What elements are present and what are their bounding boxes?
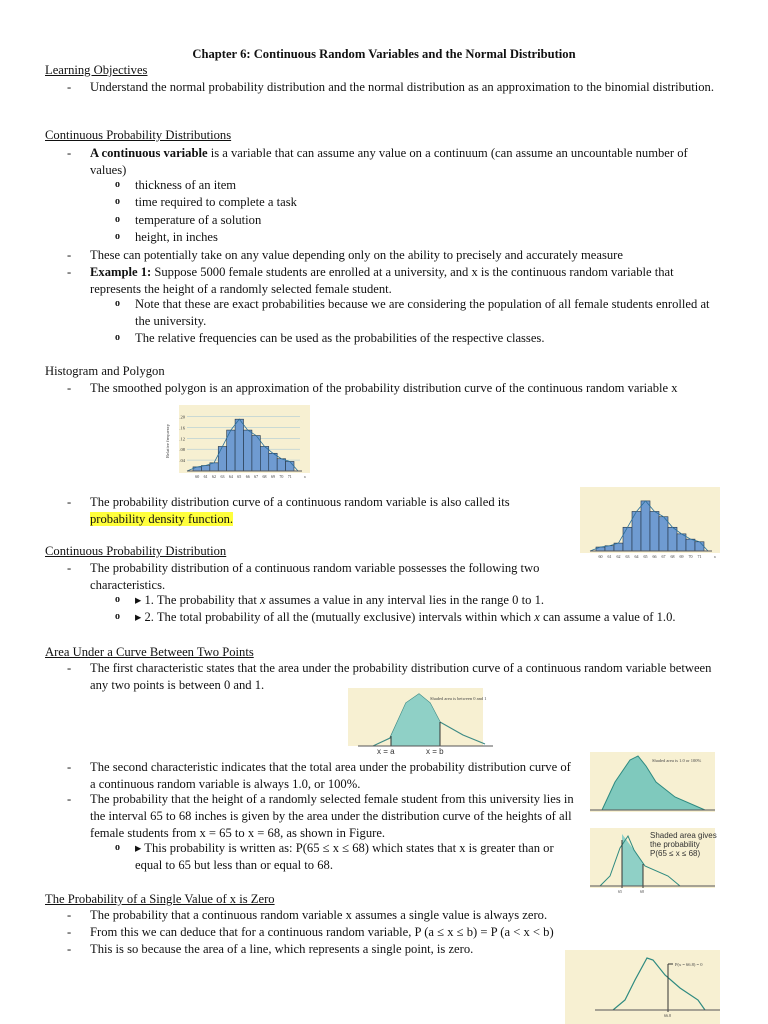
x-tick-label: 70: [279, 474, 284, 479]
histogram-bar: [668, 527, 677, 551]
dash: -: [67, 80, 72, 94]
bullet-text: [90, 264, 720, 298]
heading-continuous-distribution: Continuous Probability Distribution: [45, 544, 227, 558]
x-tick-label: 66: [652, 554, 657, 559]
text: 1. The probability that: [144, 593, 261, 607]
tick-65: 65: [618, 889, 622, 894]
y-axis-label: Relative frequency: [165, 423, 170, 459]
x-tick-label: 64: [634, 554, 639, 559]
x-tick-label: 65: [237, 474, 242, 479]
heading-area-under-curve: Area Under a Curve Between Two Points: [45, 645, 254, 659]
dash: -: [67, 661, 72, 675]
x-tick-label: 67: [254, 474, 259, 479]
bullet-text: The smoothed polygon is an approximation of the probability distribution curve of the continuous random variable x: [90, 381, 678, 395]
histogram-bar: [252, 436, 260, 471]
dash: -: [67, 760, 72, 774]
x-tick-label: 64: [228, 474, 233, 479]
sub-bullet: o: [115, 842, 120, 853]
figure-total-area: [590, 752, 720, 816]
x-tick-label: 62: [616, 554, 621, 559]
y-tick-label: .12: [179, 436, 185, 442]
sub-text: Note that these are exact probabilities because we are considering the population of all female students enrolled at the university.: [135, 297, 710, 328]
bullet-text: The probability that the height of a randomly selected female student from this university lies in the interval 65 to 68 inches is given by the area under the distribution curve of the heights of all female students from x = 65 to x = 68, as shown in Figure.: [90, 792, 574, 840]
dash: -: [67, 495, 72, 509]
dash: -: [67, 381, 72, 395]
bullet-text: Understand the normal probability distribution and the normal distribution as an approximation to the binomial distribution.: [90, 80, 714, 94]
x-axis-label: x: [714, 554, 716, 559]
bold-term: Example 1:: [90, 265, 152, 279]
bullet-text: This is so because the area of a line, which represents a single point, is zero.: [90, 942, 474, 956]
note: P(x = 66.8) = 0: [675, 962, 703, 967]
dash: -: [67, 248, 72, 262]
sub-text: ▸ 2. The total probability of all the (mutually exclusive) intervals within which x can assume a value of 1.0.: [135, 610, 676, 624]
heading-histogram: Histogram and Polygon: [45, 364, 165, 378]
bullet-text: These can potentially take on any value depending only on the ability to precisely and accurately measure: [90, 248, 623, 262]
x-tick-label: 67: [661, 554, 666, 559]
x-axis-label: x: [304, 474, 306, 479]
sub-bullet: o: [115, 611, 120, 622]
sub-text: temperature of a solution: [135, 213, 262, 227]
bullet-text: [90, 145, 720, 179]
sub-bullet: o: [115, 332, 120, 343]
sub-text: time required to complete a task: [135, 195, 297, 209]
sub-bullet: o: [115, 196, 120, 207]
histogram-bar: [623, 527, 632, 551]
text: This probability is written as: P(65 ≤ x ≤ 68) which states that x is greater than or equal to 65 but less than or equal to 68.: [135, 841, 554, 872]
note: Shaded area is 1.0 or 100%: [652, 758, 702, 763]
histogram-figure: [165, 405, 310, 485]
page-title: Chapter 6: Continuous Random Variables and the Normal Distribution: [192, 47, 576, 61]
sub-text: The relative frequencies can be used as the probabilities of the respective classes.: [135, 331, 545, 345]
tick-a: x = a: [377, 747, 395, 756]
dash: -: [67, 908, 72, 922]
histogram-bar: [641, 501, 650, 551]
heading-learning-objectives: Learning Objectives: [45, 63, 148, 77]
x-tick-label: 61: [607, 554, 612, 559]
highlighted-term: probability density function.: [90, 511, 234, 526]
y-tick-label: .08: [179, 447, 185, 453]
tick-b: x = b: [426, 747, 444, 756]
histogram-bar: [659, 517, 668, 551]
x-tick-label: 69: [270, 474, 275, 479]
dash: -: [67, 146, 72, 160]
dash: -: [67, 942, 72, 956]
x-tick-label: 71: [287, 474, 292, 479]
x-tick-label: 65: [643, 554, 648, 559]
tick: 66.8: [664, 1013, 671, 1018]
x-tick-label: 63: [220, 474, 225, 479]
note-65-68: Shaded area gives the probability P(65 ≤ x ≤ 68): [650, 831, 717, 858]
sub-text: ▸ 1. The probability that x assumes a value in any interval lies in the range 0 to 1.: [135, 593, 545, 607]
sub-bullet: o: [115, 231, 120, 242]
text: can assume a value of 1.0.: [539, 610, 676, 624]
tick-68: 68: [640, 889, 644, 894]
x-tick-label: 60: [598, 554, 603, 559]
sub-bullet: o: [115, 298, 120, 309]
dash: -: [67, 561, 72, 575]
x-tick-label: 62: [212, 474, 217, 479]
dash: -: [67, 265, 72, 279]
x-tick-label: 71: [697, 554, 702, 559]
histogram-bar: [235, 419, 243, 471]
x-tick-label: 69: [679, 554, 684, 559]
y-tick-label: .04: [179, 458, 185, 464]
x-tick-label: 60: [195, 474, 200, 479]
bullet-text: [90, 494, 560, 528]
bullet-text: The second characteristic indicates that the total area under the probability distribution curve of a continuous random variable is always 1.0, or 100%.: [90, 760, 571, 791]
y-tick-label: .16: [179, 425, 185, 431]
sub-bullet: o: [115, 179, 120, 190]
text: 2. The total probability of all the (mutually exclusive) intervals within which: [144, 610, 535, 624]
heading-continuous-distributions: Continuous Probability Distributions: [45, 128, 232, 142]
heading-single-value: The Probability of a Single Value of x is Zero: [45, 892, 275, 906]
x-tick-label: 66: [245, 474, 250, 479]
var: x: [260, 593, 266, 607]
bullet-text: The probability distribution of a continuous random variable possesses the following two characteristics.: [90, 561, 540, 592]
figure-area-between: [348, 688, 500, 750]
histogram-bar: [695, 542, 704, 551]
histogram-bar: [193, 467, 201, 471]
x-tick-label: 68: [670, 554, 675, 559]
histogram-bar: [596, 547, 605, 551]
sub-bullet: o: [115, 214, 120, 225]
var: x: [534, 610, 540, 624]
histogram-bar: [218, 446, 226, 471]
histogram-bar: [277, 459, 285, 471]
x-tick-label: 70: [688, 554, 693, 559]
text: Suppose 5000 female students are enrolled at a university, and x is the continuous random variable that represents the height of a randomly selected female student.: [90, 265, 674, 296]
sub-bullet: o: [115, 594, 120, 605]
histogram-bar: [686, 539, 695, 551]
dash: -: [67, 925, 72, 939]
dash: -: [67, 792, 72, 806]
histogram-bar: [269, 453, 277, 471]
sub-text: ▸ This probability is written as: P(65 ≤ x ≤ 68) which states that x is greater than or equal to 65 but less than or equal to 68.: [135, 841, 554, 872]
figure-single-value: [565, 950, 725, 1024]
histogram-bar: [650, 511, 659, 551]
text: is a variable that can assume any value on a continuum (can assume an uncountable number of values): [90, 146, 688, 177]
sub-text: height, in inches: [135, 230, 218, 244]
bullet-text: The probability that a continuous random variable x assumes a single value is always zero.: [90, 908, 548, 922]
sub-text: thickness of an item: [135, 178, 237, 192]
bullet-text: From this we can deduce that for a continuous random variable, P (a ≤ x ≤ b) = P (a < x < b): [90, 925, 554, 939]
bullet-text: The first characteristic states that the area under the probability distribution curve of a continuous random variable between any two points is between 0 and 1.: [90, 661, 712, 692]
x-tick-label: 61: [203, 474, 208, 479]
x-tick-label: 68: [262, 474, 267, 479]
histogram-figure-small: [580, 487, 720, 565]
histogram-bar: [286, 461, 294, 471]
histogram-bar: [677, 534, 686, 551]
bold-term: A continuous variable: [90, 146, 208, 160]
histogram-bar: [244, 430, 252, 471]
x-tick-label: 63: [625, 554, 630, 559]
note: Shaded area is between 0 and 1: [430, 696, 487, 701]
text: The probability distribution curve of a continuous random variable is also called its: [90, 495, 510, 509]
histogram-bar: [260, 446, 268, 471]
y-tick-label: .20: [179, 414, 185, 420]
text: assumes a value in any interval lies in the range 0 to 1.: [265, 593, 545, 607]
